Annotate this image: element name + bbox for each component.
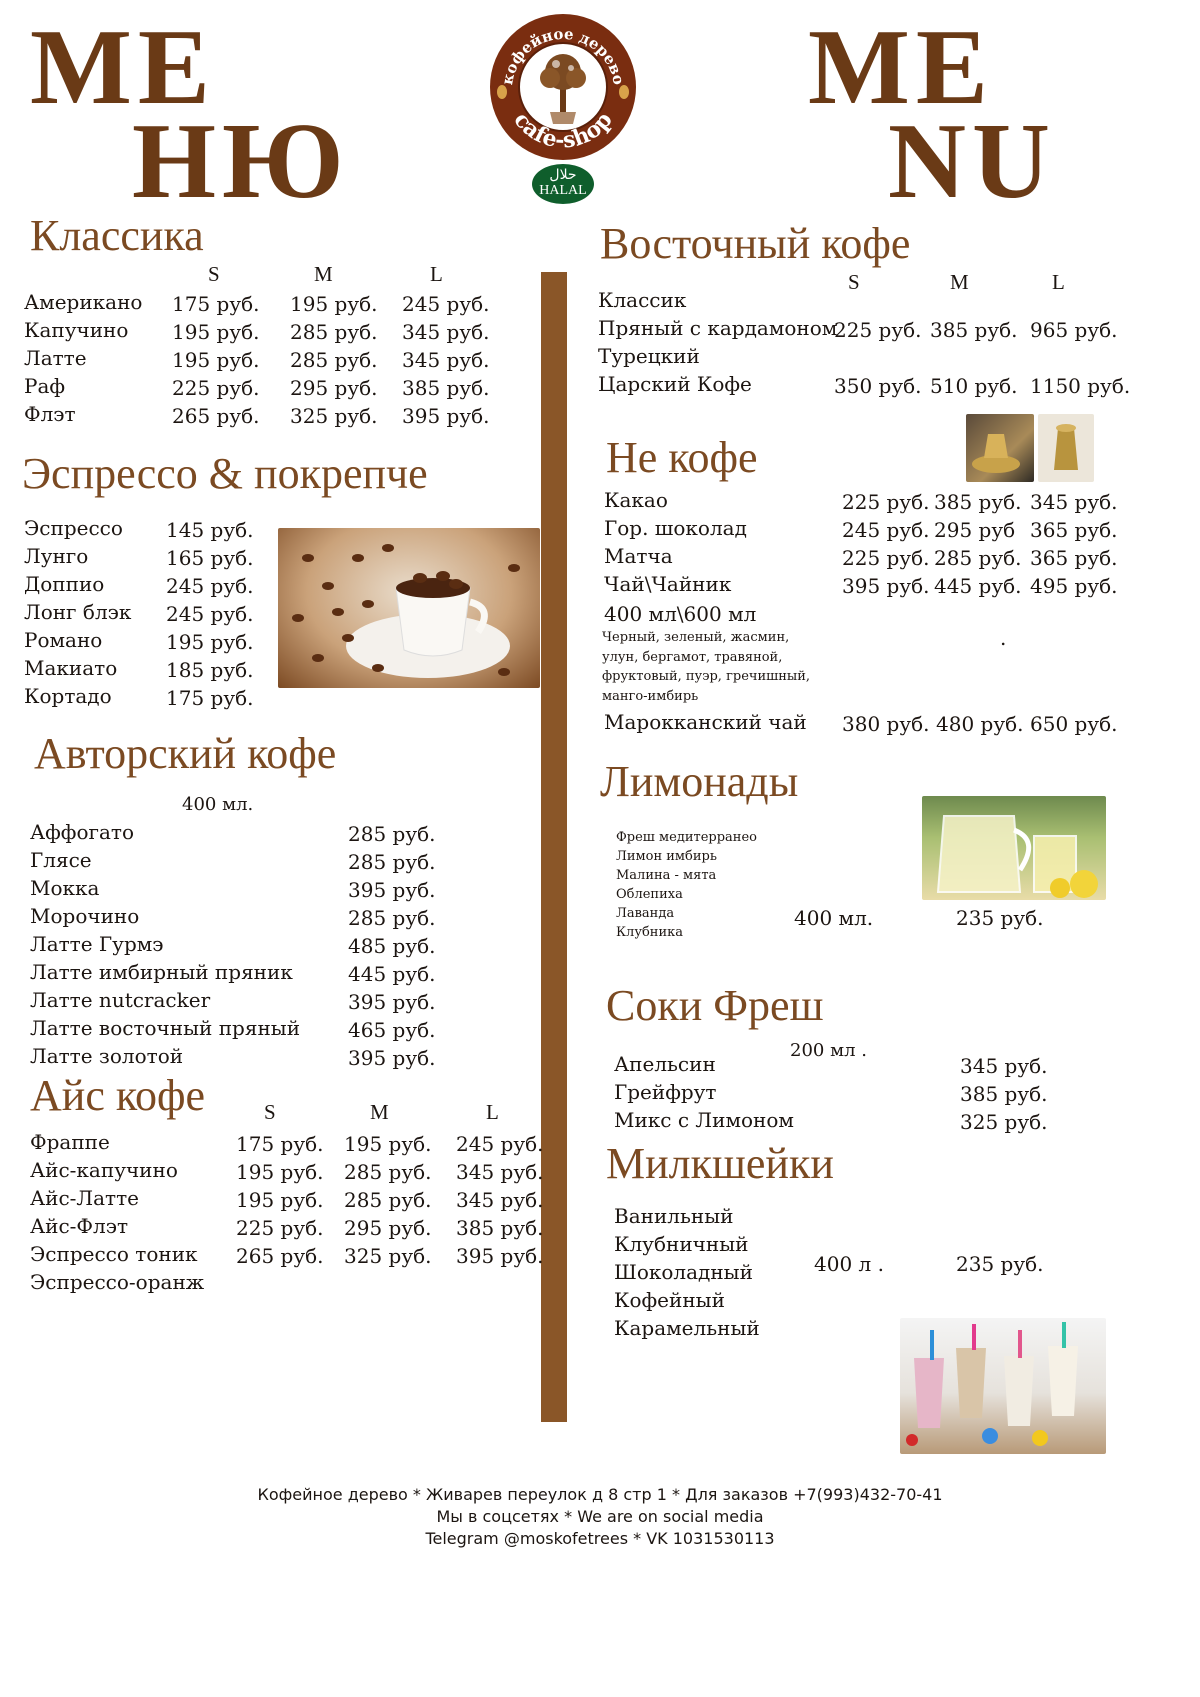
ice-size-header-m: M <box>370 1100 389 1124</box>
price-s: 350 руб. <box>834 374 922 398</box>
menu-item-name: Лунго <box>24 544 89 568</box>
menu-item-name: Эспрессо тоник <box>30 1242 198 1266</box>
price-m: 325 руб. <box>290 404 378 428</box>
price-l: 395 руб. <box>456 1244 544 1268</box>
menu-item-name: Флэт <box>24 402 76 426</box>
menu-item-name: Макиато <box>24 656 118 680</box>
menu-item-name: Мокка <box>30 876 100 900</box>
moroccan-price-s: 380 руб. <box>842 712 930 736</box>
price-s: 195 руб. <box>236 1188 324 1212</box>
price: 285 руб. <box>348 850 436 874</box>
logo-top-text: кофейное дерево <box>498 24 628 87</box>
price-l: 1150 руб. <box>1030 374 1131 398</box>
price-s: 265 руб. <box>172 404 260 428</box>
menu-item-name: Эспрессо-оранж <box>30 1270 205 1294</box>
tea-description <box>602 628 810 706</box>
ice-size-header-s: S <box>264 1100 276 1124</box>
tea-desc-line: фруктовый, пуэр, гречишный, <box>602 669 811 684</box>
moroccan-price-l: 650 руб. <box>1030 712 1118 736</box>
tea-dot: . <box>1000 626 1007 650</box>
price-l: 365 руб. <box>1030 518 1118 542</box>
halal-badge <box>532 164 594 204</box>
price-s: 195 руб. <box>172 320 260 344</box>
price-m: 285 руб. <box>934 546 1022 570</box>
tea-volume: 400 мл\600 мл <box>604 602 757 626</box>
menu-item-name: Латте золотой <box>30 1044 184 1068</box>
title-me-right: МЕ <box>808 8 994 127</box>
price-s: 195 руб. <box>236 1160 324 1184</box>
price-l: 965 руб. <box>1030 318 1118 342</box>
price: 285 руб. <box>348 906 436 930</box>
price-s: 245 руб. <box>842 518 930 542</box>
moroccan-price-m: 480 руб. <box>936 712 1024 736</box>
size-header-s: S <box>208 262 220 286</box>
section-title-milkshakes: Милкшейки <box>606 1139 834 1188</box>
price-l: 245 руб. <box>402 292 490 316</box>
price-l: 345 руб. <box>456 1188 544 1212</box>
price-s: 175 руб. <box>236 1132 324 1156</box>
svg-text:cafe-shop <box>508 107 617 153</box>
menu-item-name: Грейфрут <box>614 1080 717 1104</box>
cezve-icon <box>966 414 1034 482</box>
price-l: 385 руб. <box>456 1216 544 1240</box>
lemonade-item: Фреш медитерранео <box>616 830 757 845</box>
moroccan-name: Марокканский чай <box>604 710 807 734</box>
price-s: 225 руб. <box>842 546 930 570</box>
menu-item-name: Романо <box>24 628 103 652</box>
lemonade-price: 235 руб. <box>956 906 1044 930</box>
menu-item-name: Пряный с кардамоном <box>598 316 838 340</box>
price-l: 345 руб. <box>456 1160 544 1184</box>
menu-item-name: Микс с Лимоном <box>614 1108 794 1132</box>
ice-size-header-l: L <box>486 1100 499 1124</box>
coffee-cup-icon <box>278 528 540 688</box>
price-s: 225 руб. <box>834 318 922 342</box>
eastern-size-header-m: M <box>950 270 969 294</box>
lemonade-item: Клубника <box>616 925 683 940</box>
price: 165 руб. <box>166 546 254 570</box>
price-l: 345 руб. <box>402 320 490 344</box>
tea-desc-line: манго-имбирь <box>602 688 699 704</box>
price: 395 руб. <box>348 1046 436 1070</box>
size-header-l: L <box>430 262 443 286</box>
footer-address: Кофейное дерево * Живарев переулок д 8 стр 1 * Для заказов +7(993)432-70-41 <box>257 1485 943 1504</box>
eastern-size-header-s: S <box>848 270 860 294</box>
price: 145 руб. <box>166 518 254 542</box>
lemonade-item: Облепиха <box>616 887 683 902</box>
turkish-coffee-photo <box>966 414 1034 482</box>
milkshake-volume: 400 л . <box>814 1252 884 1276</box>
price-s: 225 руб. <box>236 1216 324 1240</box>
section-title-classic: Классика <box>30 211 204 260</box>
price-m: 295 руб <box>934 518 1016 542</box>
section-title-ice: Айс кофе <box>30 1071 206 1120</box>
section-title-lemonades: Лимонады <box>600 757 799 806</box>
price: 485 руб. <box>348 934 436 958</box>
price-m: 195 руб. <box>290 292 378 316</box>
price: 245 руб. <box>166 602 254 626</box>
menu-item-name: Глясе <box>30 848 92 872</box>
title-me-left: МЕ <box>30 8 216 127</box>
menu-item-name: Американо <box>24 290 143 314</box>
milkshake-cups-icon <box>900 1318 1106 1454</box>
menu-item-name: Морочино <box>30 904 140 928</box>
price-l: 365 руб. <box>1030 546 1118 570</box>
title-nu-left: НЮ <box>132 102 350 221</box>
footer-contacts: Telegram @moskofetrees * VK 1031530113 <box>425 1529 775 1548</box>
menu-item-name: Гор. шоколад <box>604 516 747 540</box>
price-s: 265 руб. <box>236 1244 324 1268</box>
coffee-beans-photo <box>278 528 540 688</box>
menu-item-name: Латте <box>24 346 87 370</box>
price-m: 325 руб. <box>344 1244 432 1268</box>
cezve-pot-icon <box>1038 414 1094 482</box>
milkshake-item: Ванильный <box>614 1204 734 1228</box>
price-s: 195 руб. <box>172 348 260 372</box>
menu-item-name: Апельсин <box>614 1052 716 1076</box>
price: 395 руб. <box>348 990 436 1014</box>
lemonade-volume: 400 мл. <box>794 906 874 930</box>
menu-item-name: Классик <box>598 288 687 312</box>
size-header-m: M <box>314 262 333 286</box>
price-m: 510 руб. <box>930 374 1018 398</box>
juices-volume: 200 мл . <box>790 1040 867 1061</box>
halal-label: HALAL <box>539 183 587 198</box>
section-title-author: Авторский кофе <box>34 729 337 778</box>
section-title-eastern: Восточный кофе <box>600 219 911 268</box>
menu-item-name: Какао <box>604 488 668 512</box>
section-title-juices: Соки Фреш <box>606 981 824 1030</box>
price-m: 445 руб. <box>934 574 1022 598</box>
price-l: 495 руб. <box>1030 574 1118 598</box>
price-l: 345 руб. <box>402 348 490 372</box>
price-m: 285 руб. <box>290 320 378 344</box>
price-s: 225 руб. <box>172 376 260 400</box>
footer-social: Мы в соцсетях * We are on social media <box>436 1507 764 1526</box>
price-s: 395 руб. <box>842 574 930 598</box>
lemonade-list <box>616 828 757 942</box>
price-m: 285 руб. <box>290 348 378 372</box>
center-divider <box>541 272 567 1422</box>
price: 325 руб. <box>960 1110 1048 1134</box>
menu-item-name: Царский Кофе <box>598 372 752 396</box>
price: 445 руб. <box>348 962 436 986</box>
price: 245 руб. <box>166 574 254 598</box>
menu-item-name: Лонг блэк <box>24 600 132 624</box>
milkshake-photo <box>900 1318 1106 1454</box>
halal-arabic: حلال <box>549 167 577 183</box>
menu-item-name: Чай\Чайник <box>604 572 732 596</box>
menu-item-name: Капучино <box>24 318 129 342</box>
lemonade-jug-icon <box>922 796 1106 900</box>
price: 385 руб. <box>960 1082 1048 1106</box>
menu-item-name: Латте восточный пряный <box>30 1016 301 1040</box>
menu-item-name: Доппио <box>24 572 105 596</box>
menu-item-name: Айс-капучино <box>30 1158 178 1182</box>
price-m: 295 руб. <box>344 1216 432 1240</box>
milkshake-item: Шоколадный <box>614 1260 753 1284</box>
menu-item-name: Латте имбирный пряник <box>30 960 293 984</box>
author-volume: 400 мл. <box>182 794 254 815</box>
price-l: 395 руб. <box>402 404 490 428</box>
milkshake-item: Клубничный <box>614 1232 749 1256</box>
lemonade-item: Лимон имбирь <box>616 849 717 864</box>
milkshake-item: Кофейный <box>614 1288 725 1312</box>
title-nu-right: NU <box>888 102 1056 221</box>
tea-desc-line: Черный, зеленый, жасмин, <box>602 630 790 645</box>
menu-item-name: Латте Гурмэ <box>30 932 164 956</box>
lemonade-item: Малина - мята <box>616 868 717 883</box>
menu-item-name: Фраппе <box>30 1130 110 1154</box>
section-title-not-coffee: Не кофе <box>606 433 758 482</box>
menu-item-name: Айс-Флэт <box>30 1214 129 1238</box>
menu-item-name: Матча <box>604 544 673 568</box>
price-m: 285 руб. <box>344 1160 432 1184</box>
footer <box>0 1484 1200 1550</box>
price-s: 225 руб. <box>842 490 930 514</box>
price-s: 175 руб. <box>172 292 260 316</box>
tea-desc-line: улун, бергамот, травяной, <box>602 649 783 665</box>
price-m: 385 руб. <box>934 490 1022 514</box>
price: 195 руб. <box>166 630 254 654</box>
price: 395 руб. <box>348 878 436 902</box>
price-l: 385 руб. <box>402 376 490 400</box>
cezve-photo <box>1038 414 1094 482</box>
price-m: 385 руб. <box>930 318 1018 342</box>
lemonade-item: Лаванда <box>616 906 675 921</box>
logo-bottom-text: cafe-shop <box>508 107 618 154</box>
price-l: 345 руб. <box>1030 490 1118 514</box>
price: 465 руб. <box>348 1018 436 1042</box>
menu-item-name: Латте nutcracker <box>30 988 211 1012</box>
eastern-size-header-l: L <box>1052 270 1065 294</box>
milkshake-price: 235 руб. <box>956 1252 1044 1276</box>
menu-item-name: Аффогато <box>30 820 135 844</box>
menu-item-name: Айс-Латте <box>30 1186 140 1210</box>
milkshake-item: Карамельный <box>614 1316 760 1340</box>
price: 185 руб. <box>166 658 254 682</box>
price-l: 245 руб. <box>456 1132 544 1156</box>
price: 175 руб. <box>166 686 254 710</box>
menu-item-name: Турецкий <box>598 344 700 368</box>
lemonade-photo <box>922 796 1106 900</box>
menu-item-name: Эспрессо <box>24 516 123 540</box>
price: 285 руб. <box>348 822 436 846</box>
section-title-espresso: Эспрессо & покрепче <box>22 449 428 498</box>
price: 345 руб. <box>960 1054 1048 1078</box>
menu-item-name: Кортадо <box>24 684 112 708</box>
price-m: 295 руб. <box>290 376 378 400</box>
price-m: 285 руб. <box>344 1188 432 1212</box>
milkshake-list <box>614 1202 760 1342</box>
logo <box>488 12 638 162</box>
menu-item-name: Раф <box>24 374 66 398</box>
price-m: 195 руб. <box>344 1132 432 1156</box>
